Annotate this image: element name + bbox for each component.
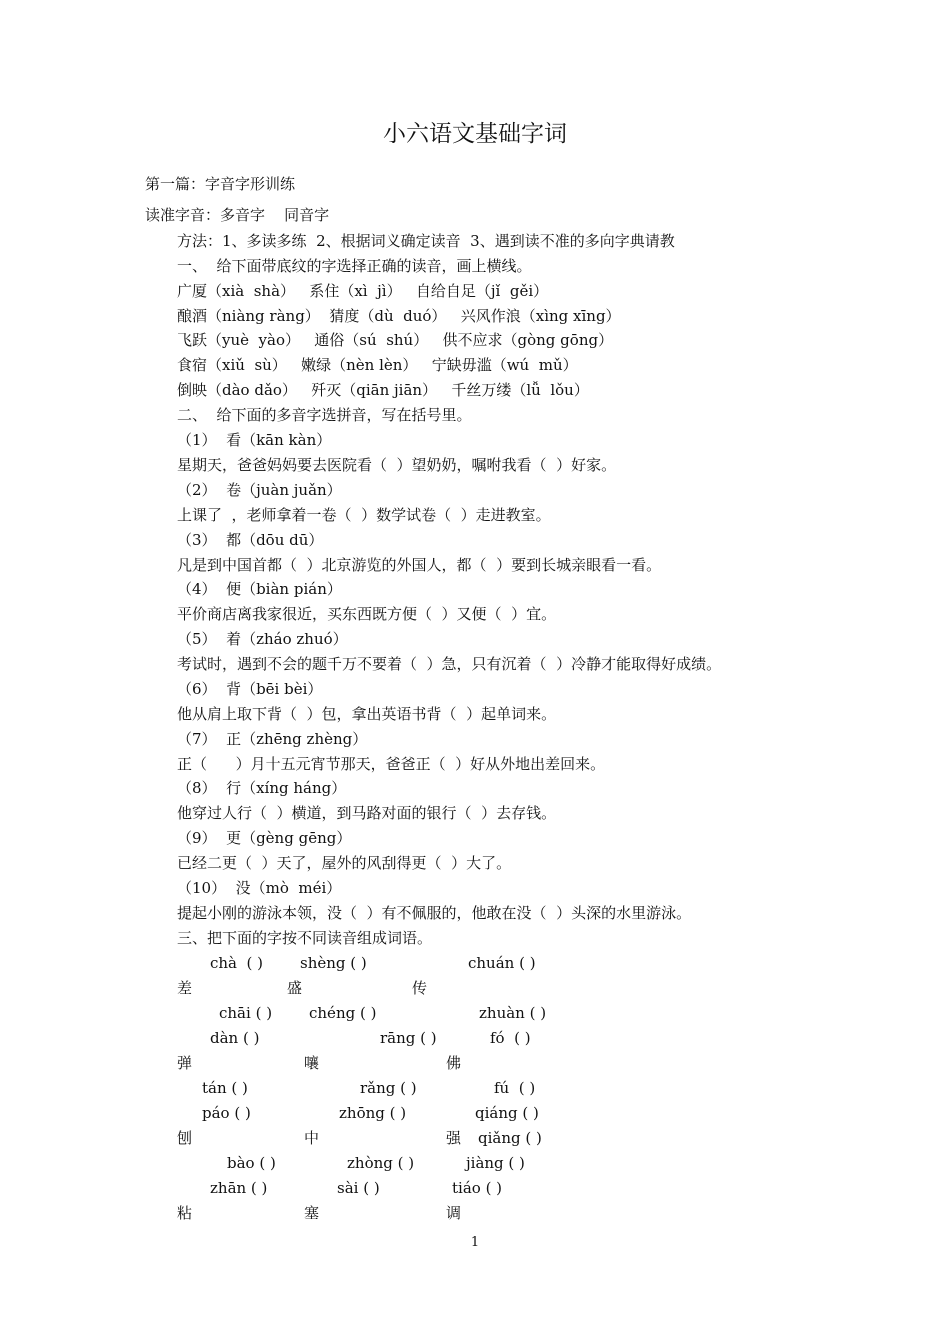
part1-line: 广厦（xià shà） 系住（xì jì） 自给自足（jǐ gěi） [177, 282, 549, 300]
part2-item-label: （2） 卷（juàn juǎn） [177, 481, 342, 499]
part2-item-label: （8） 行（xíng háng） [177, 779, 347, 797]
pinyin-blank: zhōng ( ) [339, 1104, 407, 1122]
pinyin-blank: fú ( ) [494, 1079, 536, 1097]
pinyin-blank: zhān ( ) [210, 1179, 268, 1197]
character: 粘 [177, 1204, 193, 1222]
character: 弹 [177, 1054, 193, 1072]
part2-heading: 二、 给下面的多音字选拼音，写在括号里。 [177, 406, 472, 424]
pinyin-blank: shèng ( ) [300, 954, 367, 972]
part2-item-label: （5） 着（zháo zhuó） [177, 630, 348, 648]
part2-item-sentence: 已经二更（ ）天了，屋外的风刮得更（ ）大了。 [177, 854, 512, 872]
pinyin-blank: qiǎng ( ) [478, 1129, 542, 1147]
part2-item-sentence: 他穿过人行（ ）横道，到马路对面的银行（ ）去存钱。 [177, 804, 557, 822]
character: 调 [446, 1204, 462, 1222]
part2-item-label: （6） 背（bēi bèi） [177, 680, 323, 698]
pinyin-blank: zhòng ( ) [347, 1154, 415, 1172]
pinyin-blank: chà ( ) [210, 954, 264, 972]
chapter-heading: 第一篇：字音字形训练 [145, 175, 296, 193]
part2-item-sentence: 他从肩上取下背（ ）包，拿出英语书背（ ）起单词来。 [177, 705, 557, 723]
character: 中 [304, 1129, 320, 1147]
part2-item-sentence: 正（ ）月十五元宵节那天，爸爸正（ ）好从外地出差回来。 [177, 755, 606, 773]
pinyin-blank: zhuàn ( ) [479, 1004, 547, 1022]
pinyin-blank: tiáo ( ) [452, 1179, 503, 1197]
pinyin-blank: sài ( ) [337, 1179, 380, 1197]
part2-item-sentence: 凡是到中国首都（ ）北京游览的外国人，都（ ）要到长城亲眼看一看。 [177, 556, 662, 574]
part2-item-sentence: 上课了 ，老师拿着一卷（ ）数学试卷（ ）走进教室。 [177, 506, 551, 524]
character: 塞 [304, 1204, 320, 1222]
character: 佛 [446, 1054, 462, 1072]
part2-item-label: （10） 没（mò méi） [177, 879, 342, 897]
pinyin-blank: bào ( ) [227, 1154, 276, 1172]
character: 嚷 [304, 1054, 320, 1072]
part2-item-sentence: 提起小刚的游泳本领，没（ ）有不佩服的，他敢在没（ ）头深的水里游泳。 [177, 904, 692, 922]
pinyin-blank: fó ( ) [490, 1029, 531, 1047]
part2-item-label: （9） 更（gèng gēng） [177, 829, 352, 847]
document-title: 小六语文基础字词 [383, 121, 567, 147]
pinyin-blank: chuán ( ) [468, 954, 536, 972]
part2-item-label: （7） 正（zhēng zhèng） [177, 730, 368, 748]
part3-heading: 三、把下面的字按不同读音组成词语。 [177, 929, 433, 947]
part2-item-sentence: 星期天，爸爸妈妈要去医院看（ ）望奶奶，嘱咐我看（ ）好家。 [177, 456, 617, 474]
pinyin-blank: qiáng ( ) [475, 1104, 539, 1122]
part2-item-label: （1） 看（kān kàn） [177, 431, 332, 449]
character: 差 [177, 979, 193, 997]
method-line: 方法：1、多读多练 2、根据词义确定读音 3、遇到读不准的多向字典请教 [177, 232, 675, 250]
part2-item-label: （4） 便（biàn pián） [177, 580, 342, 598]
character: 刨 [177, 1129, 193, 1147]
character: 强 [446, 1129, 462, 1147]
pinyin-blank: dàn ( ) [210, 1029, 260, 1047]
part2-item-label: （3） 都（dōu dū） [177, 531, 324, 549]
part2-item-sentence: 平价商店离我家很近，买东西既方便（ ）又便（ ）宜。 [177, 605, 557, 623]
pinyin-blank: chāi ( ) [219, 1004, 273, 1022]
part1-line: 飞跃（yuè yào） 通俗（sú shú） 供不应求（gòng gōng） [177, 331, 614, 349]
pinyin-blank: rāng ( ) [380, 1029, 437, 1047]
part2-item-sentence: 考试时，遇到不会的题千万不要着（ ）急，只有沉着（ ）冷静才能取得好成绩。 [177, 655, 722, 673]
part1-heading: 一、 给下面带底纹的字选择正确的读音，画上横线。 [177, 257, 532, 275]
page-number: 1 [470, 1235, 480, 1250]
pinyin-blank: rǎng ( ) [360, 1079, 417, 1097]
pinyin-blank: jiàng ( ) [466, 1154, 525, 1172]
pinyin-blank: tán ( ) [202, 1079, 248, 1097]
character: 盛 [287, 979, 303, 997]
part1-line: 倒映（dào dǎo） 歼灭（qiān jiān） 千丝万缕（lǚ lǒu） [177, 381, 589, 399]
part1-line: 酿酒（niàng ràng） 猜度（dù duó） 兴风作浪（xìng xīng） [177, 307, 621, 325]
part1-line: 食宿（xiǔ sù） 嫩绿（nèn lèn） 宁缺毋滥（wú mǔ） [177, 356, 578, 374]
pinyin-blank: páo ( ) [202, 1104, 251, 1122]
section-heading: 读准字音：多音字 同音字 [145, 206, 330, 224]
character: 传 [412, 979, 428, 997]
pinyin-blank: chéng ( ) [309, 1004, 377, 1022]
